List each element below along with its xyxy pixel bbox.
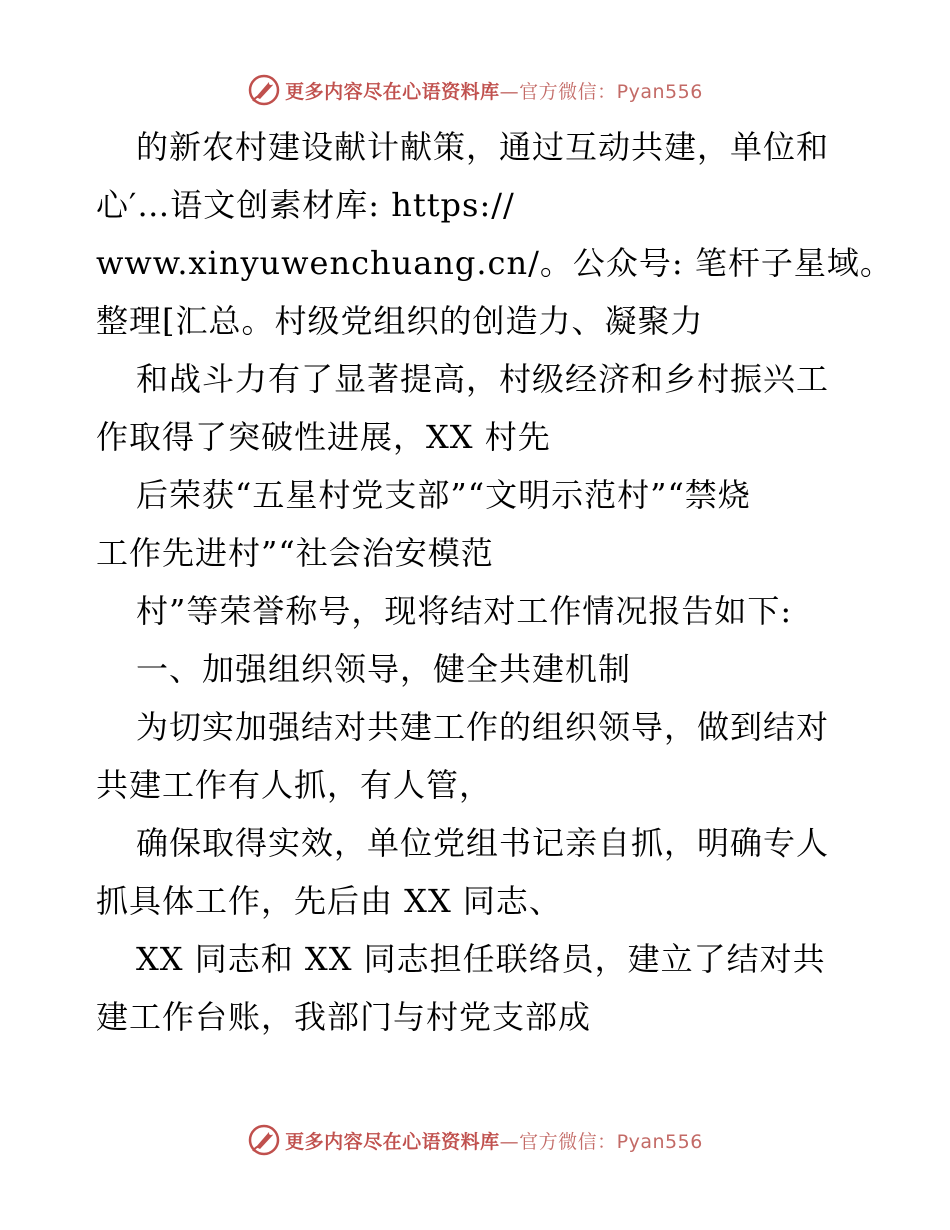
section-heading: 一、加强组织领导，健全共建机制 xyxy=(136,650,632,688)
banner-wechat: —官方微信：Pyan556 xyxy=(499,1130,703,1153)
text-line: XX 同志和 XX 同志担任联络员，建立了结对共 xyxy=(136,940,826,978)
text-line: 为切实加强结对共建工作的组织领导，做到结对 xyxy=(136,708,830,746)
text-line: 村”等荣誉称号，现将结对工作情况报告如下: xyxy=(136,592,793,630)
text-line: 和战斗力有了显著提高，村级经济和乡村振兴工 xyxy=(136,360,830,398)
banner-title: 更多内容尽在心语资料库 xyxy=(285,1130,500,1153)
text-line: 作取得了突破性进展，XX 村先 xyxy=(96,418,551,456)
text-line: 建工作台账，我部门与村党支部成 xyxy=(96,998,592,1036)
footer-banner xyxy=(0,1120,950,1160)
banner-text xyxy=(285,77,703,104)
text-line: 工作先进村”“社会治安模范 xyxy=(96,534,494,572)
ink-pen-seal-logo-icon xyxy=(247,73,281,107)
text-line: 确保取得实效，单位党组书记亲自抓，明确专人 xyxy=(136,824,830,862)
text-line: 共建工作有人抓，有人管， xyxy=(96,766,493,804)
document-body xyxy=(96,118,893,1046)
text-line: 抓具体工作，先后由 XX 同志、 xyxy=(96,882,562,920)
text-line: 整理[汇总。村级党组织的创造力、凝聚力 xyxy=(96,302,704,340)
ink-pen-seal-logo-icon xyxy=(247,1123,281,1157)
banner-text xyxy=(285,1127,703,1154)
text-line: 心′…语文创素材库: https:// xyxy=(96,186,515,224)
banner-wechat: —官方微信：Pyan556 xyxy=(499,80,703,103)
text-line: 后荣获“五星村党支部”“文明示范村”“禁烧 xyxy=(136,476,751,514)
text-line: www.xinyuwenchuang.cn/。公众号: 笔杆子星域。 xyxy=(96,244,893,282)
text-line: 的新农村建设献计献策，通过互动共建，单位和 xyxy=(136,128,830,166)
header-banner xyxy=(0,70,950,110)
banner-title: 更多内容尽在心语资料库 xyxy=(285,80,500,103)
